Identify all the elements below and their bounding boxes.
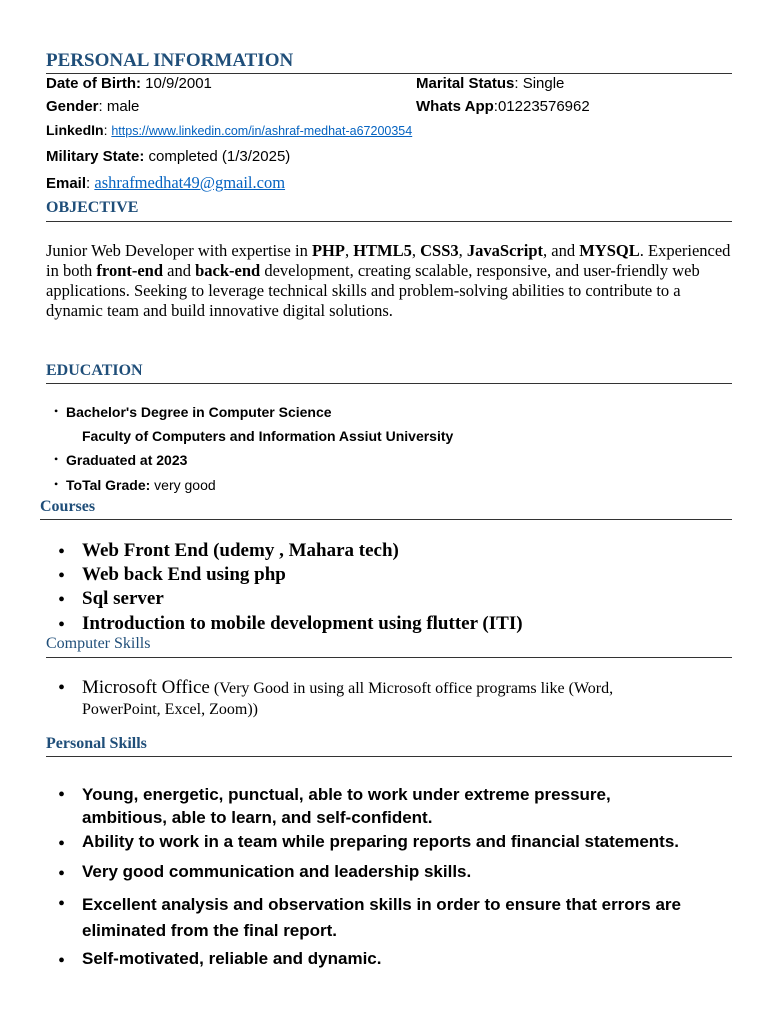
whatsapp-label: Whats App <box>416 98 494 115</box>
education-degree: Bachelor's Degree in Computer Science <box>66 404 332 420</box>
objective-text: development, creating scalable, responsive, and user-friendly web applications. Seeking to leverage technical skills and problem-solving abilities to contribute to a dynamic team and build innovative digital solutions. <box>46 261 700 320</box>
personal-skill-item: Ability to work in a team while preparing reports and financial statements. <box>82 832 680 851</box>
military-field <box>46 148 290 165</box>
objective-keyword: HTML5 <box>353 241 412 260</box>
courses-heading: Courses <box>40 498 96 515</box>
objective-keyword: front-end <box>96 261 164 280</box>
bullet-icon: • <box>58 893 66 915</box>
bullet-icon: • <box>58 950 66 972</box>
personal-skill-item <box>82 783 611 829</box>
military-label: Military State: <box>46 148 145 165</box>
email-label: Email <box>46 175 87 192</box>
bullet-icon: • <box>58 863 66 885</box>
objective-keyword: MYSQL <box>579 241 640 260</box>
objective-keyword: JavaScript <box>466 241 544 260</box>
bullet-icon: • <box>58 784 66 806</box>
computer-skill-desc: (Very Good in using all Microsoft office programs like (Word, <box>209 680 614 697</box>
gender-value: : male <box>98 98 140 115</box>
section-divider <box>46 221 732 222</box>
course-item: Sql server <box>82 588 164 609</box>
dob-label: Date of Birth: <box>46 75 141 92</box>
course-item: Introduction to mobile development using flutter (ITI) <box>82 613 523 634</box>
education-heading: EDUCATION <box>46 362 143 379</box>
linkedin-link[interactable]: https://www.linkedin.com/in/ashraf-medhat-a67200354 <box>111 124 413 138</box>
section-divider <box>46 756 732 757</box>
gender-label: Gender <box>46 98 99 115</box>
computer-skill-item <box>82 677 732 720</box>
section-divider <box>46 657 732 658</box>
objective-text: , and <box>543 241 580 260</box>
computer-skill-desc: PowerPoint, Excel, Zoom)) <box>82 701 258 718</box>
objective-heading: OBJECTIVE <box>46 199 139 216</box>
bullet-icon: • <box>58 589 66 611</box>
marital-status-field <box>416 75 564 92</box>
linkedin-separator: : <box>103 122 112 138</box>
whatsapp-field <box>416 98 590 115</box>
objective-text: , <box>344 241 354 260</box>
marital-status-value: : Single <box>514 75 565 92</box>
objective-text: Junior Web Developer with expertise in <box>46 241 312 260</box>
personal-info-heading: PERSONAL INFORMATION <box>46 50 294 71</box>
course-item: Web Front End (udemy , Mahara tech) <box>82 540 399 561</box>
email-link[interactable]: ashrafmedhat49@gmail.com <box>94 173 286 192</box>
objective-paragraph <box>46 241 736 321</box>
whatsapp-value: :01223576962 <box>493 98 590 115</box>
linkedin-field <box>46 122 412 138</box>
personal-skill-item: Very good communication and leadership skills. <box>82 862 472 881</box>
section-divider <box>46 73 732 74</box>
bullet-icon: • <box>58 833 66 855</box>
objective-keyword: back-end <box>195 261 261 280</box>
email-separator: : <box>86 175 95 192</box>
personal-skill-item: Self-motivated, reliable and dynamic. <box>82 949 382 968</box>
grade-value: very good <box>150 477 216 493</box>
personal-skill-text: ambitious, able to learn, and self-confident. <box>82 808 433 827</box>
personal-skill-text: eliminated from the final report. <box>82 921 338 940</box>
section-divider <box>46 383 732 384</box>
bullet-icon: • <box>54 404 59 418</box>
gender-field <box>46 98 139 115</box>
personal-skills-heading: Personal Skills <box>46 735 147 752</box>
education-grade <box>66 477 216 493</box>
objective-text: . Experienced in both <box>46 241 731 280</box>
grade-label: ToTal Grade: <box>66 477 151 493</box>
course-item: Web back End using php <box>82 564 286 585</box>
dob-field <box>46 75 212 92</box>
objective-text: , <box>458 241 467 260</box>
email-field <box>46 173 285 193</box>
objective-keyword: PHP <box>311 241 345 260</box>
bullet-icon: • <box>58 614 66 636</box>
bullet-icon: • <box>58 677 66 699</box>
computer-skills-heading: Computer Skills <box>46 635 151 652</box>
bullet-icon: • <box>58 541 66 563</box>
dob-value: 10/9/2001 <box>141 75 212 92</box>
objective-text: and <box>163 261 196 280</box>
education-faculty: Faculty of Computers and Information Assiut University <box>82 428 454 444</box>
bullet-icon: • <box>54 452 59 466</box>
section-divider <box>40 519 732 520</box>
marital-status-label: Marital Status <box>416 75 515 92</box>
objective-keyword: CSS3 <box>420 241 459 260</box>
personal-skill-text: Young, energetic, punctual, able to work under extreme pressure, <box>82 785 611 804</box>
computer-skill-title: Microsoft Office <box>82 677 210 698</box>
military-value: completed (1/3/2025) <box>144 148 291 165</box>
personal-skill-text: Excellent analysis and observation skills in order to ensure that errors are <box>82 895 682 914</box>
bullet-icon: • <box>58 565 66 587</box>
personal-skill-item <box>82 892 681 944</box>
education-graduated: Graduated at 2023 <box>66 452 188 468</box>
linkedin-label: LinkedIn <box>46 122 104 138</box>
bullet-icon: • <box>54 477 59 491</box>
objective-text: , <box>411 241 421 260</box>
